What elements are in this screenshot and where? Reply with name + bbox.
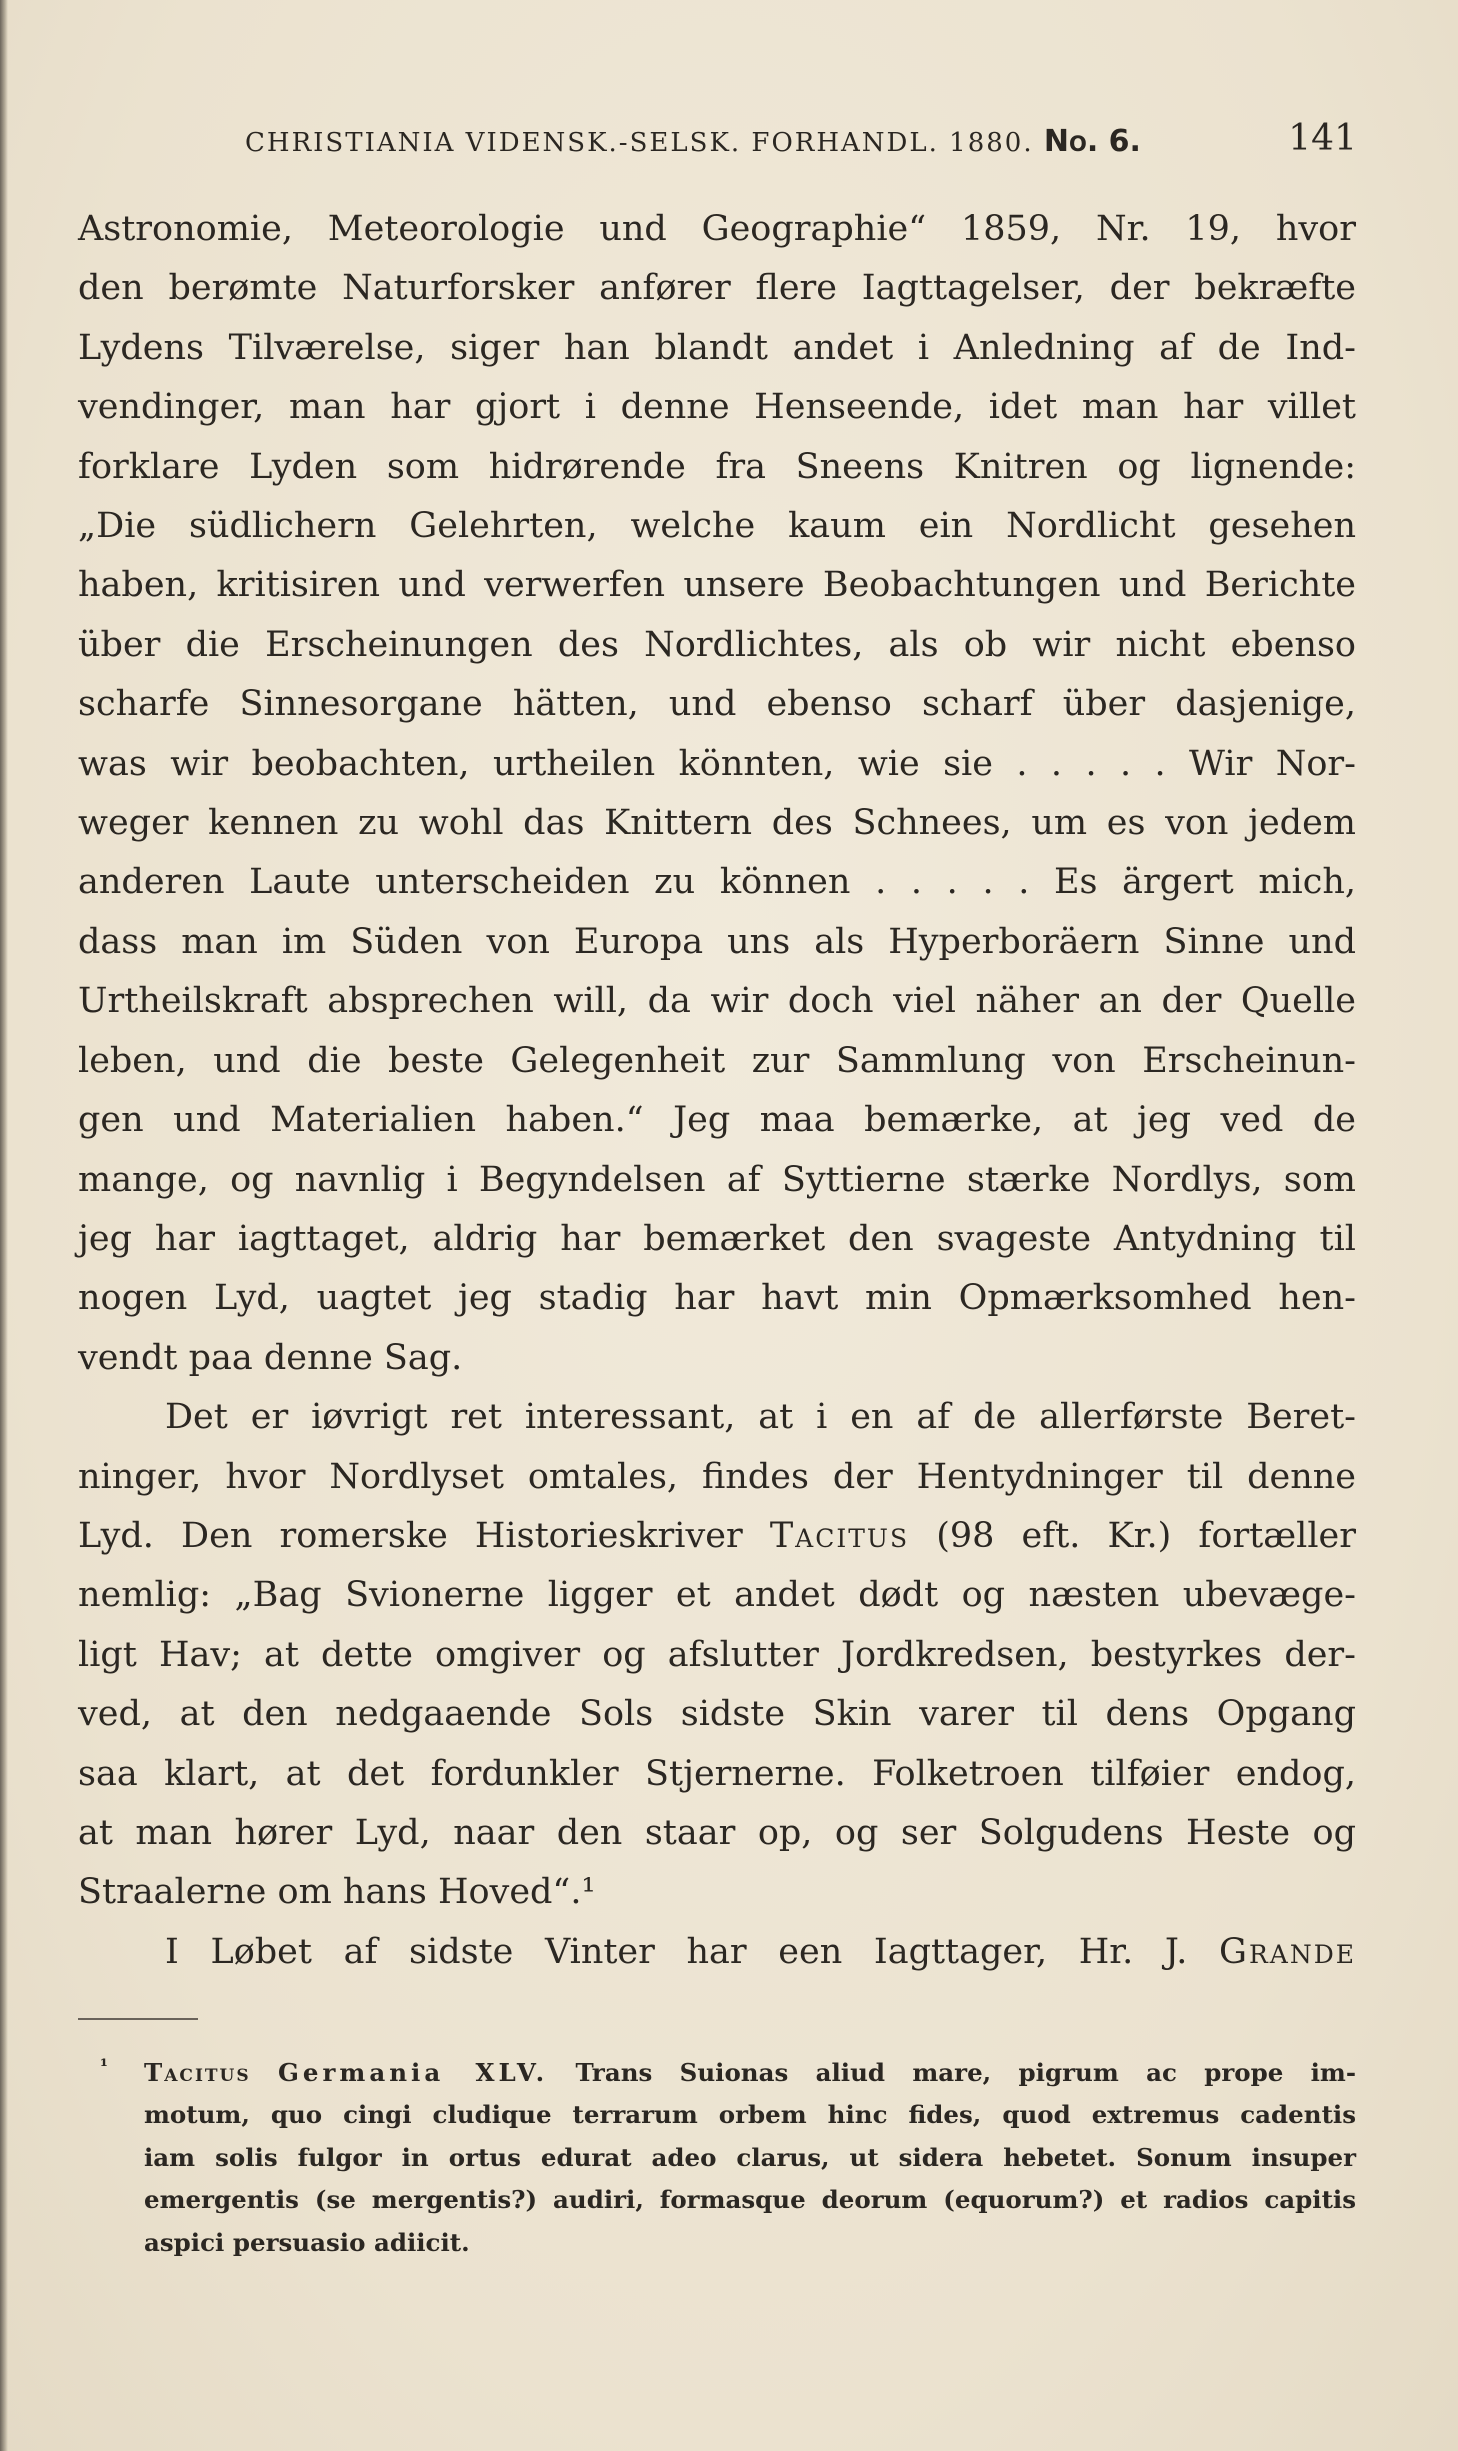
text-line: den berømte Naturforsker anfører flere Iagttagelser, der bekræfte: [78, 268, 1356, 309]
footnote-author: Tacitus: [144, 2058, 251, 2087]
footnote-fragment: Trans Suionas aliud mare, pigrum ac prope im-: [575, 2058, 1357, 2087]
observer-name: Grande: [1218, 1931, 1356, 1972]
text-line: Urtheilskraft absprechen will, da wir doch viel näher an der Quelle: [78, 981, 1356, 1022]
text-line: Straalerne om hans Hoved“.¹: [78, 1872, 596, 1913]
footnote-line: aspici persuasio adiicit.: [144, 2227, 470, 2257]
text-line: [78, 1507, 1356, 1566]
text-line: leben, und die beste Gelegenheit zur Sammlung von Erscheinun-: [78, 1040, 1356, 1081]
footnote-text: [144, 2052, 1356, 2264]
text-line: forklare Lyden som hidrørende fra Sneens Knitren og lignende:: [78, 446, 1356, 487]
text-line: gen und Materialien haben.“ Jeg maa bemærke, at jeg ved de: [78, 1100, 1356, 1141]
footnote-line: emergentis (se mergentis?) audiri, formasque deorum (equorum?) et radios capitis: [144, 2185, 1356, 2215]
page-number: 141: [1288, 118, 1357, 159]
footnote: [78, 2052, 1356, 2264]
running-title: [245, 124, 1141, 159]
issue-number: No. 6.: [1043, 124, 1141, 159]
text-line: at man hører Lyd, naar den staar op, og ser Solgudens Heste og: [78, 1812, 1356, 1853]
text-line: ligt Hav; at dette omgiver og afslutter Jordkredsen, bestyrkes der-: [78, 1634, 1356, 1675]
text-line: Det er iøvrigt ret interessant, at i en af de allerførste Beret-: [165, 1397, 1356, 1438]
text-line: [78, 1923, 1356, 1982]
body-text: [78, 200, 1356, 1982]
footnote-line: [144, 2052, 1356, 2094]
text-line: saa klart, at det fordunkler Stjernerne. Folketroen tilføier endog,: [78, 1753, 1356, 1794]
footnote-work: Germania XLV.: [278, 2058, 549, 2087]
text-line: Lydens Tilværelse, siger han blandt andet i Anledning af de Ind-: [78, 327, 1356, 368]
text-line: dass man im Süden von Europa uns als Hyperboräern Sinne und: [78, 921, 1356, 962]
text-line: vendinger, man har gjort i denne Henseende, idet man har villet: [78, 387, 1356, 428]
author-name: Tacitus: [769, 1515, 910, 1556]
text-line: nogen Lyd, uagtet jeg stadig har havt min Opmærksomhed hen-: [78, 1278, 1356, 1319]
page-edge-shadow: [0, 0, 8, 2451]
text-fragment: Lyd. Den romerske Historieskriver: [78, 1515, 743, 1556]
footnote-rule: [78, 2018, 198, 2020]
text-line: mange, og navnlig i Begyndelsen af Syttierne stærke Nordlys, som: [78, 1159, 1356, 1200]
text-line: Astronomie, Meteorologie und Geographie“ 1859, Nr. 19, hvor: [78, 209, 1356, 249]
text-fragment: (98 eft. Kr.) fortæller: [936, 1515, 1356, 1556]
footnote-line: iam solis fulgor in ortus edurat adeo clarus, ut sidera hebetet. Sonum insuper: [144, 2142, 1356, 2172]
text-line: vendt paa denne Sag.: [78, 1337, 463, 1378]
text-line: über die Erscheinungen des Nordlichtes, als ob wir nicht ebenso: [78, 624, 1356, 665]
text-line: haben, kritisiren und verwerfen unsere Beobachtungen und Berichte: [78, 565, 1356, 606]
page-header: [245, 112, 1357, 162]
paragraph-2: [78, 1388, 1356, 1923]
text-line: ninger, hvor Nordlyset omtales, findes der Hentydninger til denne: [78, 1456, 1356, 1497]
paragraph-1: [78, 200, 1356, 1388]
text-line: nemlig: „Bag Svionerne ligger et andet dødt og næsten ubevæge-: [78, 1575, 1356, 1616]
text-line: ved, at den nedgaaende Sols sidste Skin varer til dens Opgang: [78, 1694, 1356, 1735]
footnote-marker: ¹: [100, 2056, 108, 2077]
text-line: anderen Laute unterscheiden zu können . . . . . Es ärgert mich,: [78, 862, 1356, 903]
text-line: „Die südlichern Gelehrten, welche kaum ein Nordlicht gesehen: [78, 506, 1356, 547]
text-line: weger kennen zu wohl das Knittern des Schnees, um es von jedem: [78, 803, 1356, 844]
footnote-line: motum, quo cingi cludique terrarum orbem hinc fides, quod extremus cadentis: [144, 2100, 1356, 2130]
text-line: jeg har iagttaget, aldrig har bemærket den svageste Antydning til: [78, 1218, 1356, 1259]
paragraph-3: [78, 1923, 1356, 1982]
journal-title: CHRISTIANIA VIDENSK.-SELSK. FORHANDL. 1880.: [245, 128, 1034, 158]
text-line: scharfe Sinnesorgane hätten, und ebenso scharf über dasjenige,: [78, 684, 1356, 725]
text-fragment: I Løbet af sidste Vinter har een Iagttager, Hr. J.: [165, 1931, 1188, 1972]
text-line: was wir beobachten, urtheilen könnten, wie sie . . . . . Wir Nor-: [78, 743, 1356, 784]
